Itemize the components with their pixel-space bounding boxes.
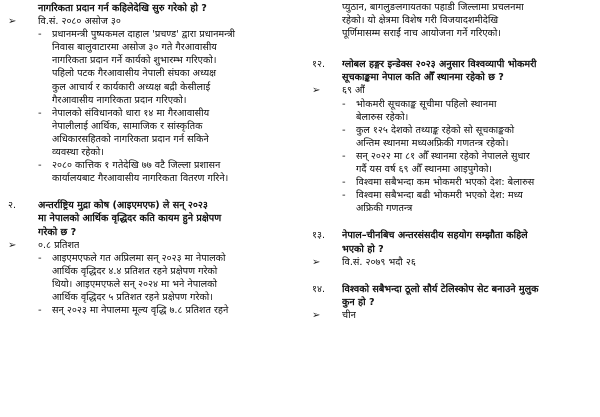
text-line: प्युठान, बागलुङलगायतका पहाडी जिल्लामा प्रचलनमा bbox=[342, 2, 524, 13]
bullet-line: निवास बालुवाटारमा असोज ३० गते गैरआवासीय bbox=[52, 42, 217, 54]
bullet-line: नेपालीलाई आर्थिक, सामाजिक र सांस्कृतिक bbox=[52, 120, 203, 132]
question-number: १४. bbox=[312, 283, 326, 295]
dash-bullet: - bbox=[38, 29, 42, 41]
bullet-item bbox=[8, 159, 291, 185]
right-arrow-icon: ➢ bbox=[312, 256, 321, 268]
bullet-line: प्रधानमन्त्री पुष्पकमल दाहाल 'प्रचण्ड' द्वारा प्रधानमन्त्री bbox=[52, 29, 236, 41]
bullet-item bbox=[8, 252, 291, 304]
dash-bullet: - bbox=[342, 150, 346, 162]
dash-bullet: - bbox=[38, 305, 42, 317]
answer-row bbox=[312, 309, 592, 322]
answer-text: ६९ औँ bbox=[342, 85, 365, 97]
right-arrow-icon: ➢ bbox=[8, 239, 17, 251]
bullet-line: गर्दै यस वर्ष ६९ औँ स्थानमा आइपुगेको। bbox=[356, 164, 493, 176]
dash-bullet: - bbox=[342, 124, 346, 136]
right-arrow-icon: ➢ bbox=[8, 16, 17, 28]
dash-bullet: - bbox=[38, 107, 42, 119]
question-text: कुन हो ? bbox=[342, 296, 375, 308]
text-line: रहेको। यो क्षेत्रमा विशेष गरी विजयादशमीदेखि bbox=[342, 15, 499, 27]
bullet-line: थियो। आइएमएफले सन् २०२४ मा भने नेपालको bbox=[52, 278, 218, 290]
bullet-line: कार्यालयबाट गैरआवासीय नागरिकता वितरण गरिने। bbox=[52, 173, 229, 185]
bullet-line: सन् २०२३ मा नेपालमा मूल्य वृद्धि ७.८ प्रतिशत रहने bbox=[52, 305, 229, 317]
continued-text bbox=[312, 1, 592, 40]
question-number: १३. bbox=[312, 230, 326, 242]
bullet-line: आर्थिक वृद्धिदर ५ प्रतिशत रहने प्रक्षेपण गरेको। bbox=[52, 291, 213, 303]
bullet-line: कुल १२५ देशको तथ्याङ्क रहेको सो सूचकाङ्कको bbox=[356, 124, 515, 136]
dash-bullet: - bbox=[38, 160, 42, 172]
bullet-line: अधिकारसहितको नागरिकता प्रदान गर्न सकिने bbox=[52, 133, 209, 145]
bullet-line: नेपालको संविधानको धारा १४ मा गैरआवासीय bbox=[52, 107, 210, 119]
bullet-line: आर्थिक वृद्धिदर ४.४ प्रतिशत रहने प्रक्षेपण गरेको bbox=[52, 265, 218, 277]
dash-bullet: - bbox=[342, 98, 346, 110]
bullet-line: विश्वमा सबैभन्दा कम भोकमरी भएको देश: बेलारुस bbox=[356, 177, 535, 189]
bullet-line: नागरिकता प्रदान गर्ने कार्यको शुभारम्भ गरिएको। bbox=[52, 55, 217, 67]
answer-text: चीन bbox=[342, 309, 356, 321]
bullet-line: बेलारुस रहेको। bbox=[356, 111, 409, 123]
answer-text: वि.सं. २०८० असोज ३० bbox=[38, 16, 121, 28]
bullet-line: अन्तिम स्थानमा मध्यअफ्रिकी गणतन्त्र रहेको। bbox=[356, 137, 509, 149]
left-column bbox=[8, 0, 291, 317]
bullet-item bbox=[8, 28, 291, 107]
bullet-item bbox=[8, 304, 291, 317]
answer-row bbox=[312, 84, 592, 97]
bullet-line: पहिलो पटक गैरआवासीय नेपाली संघका अध्यक्ष bbox=[52, 68, 217, 80]
bullet-line: सन् २०२२ मा ८१ औँ स्थानमा रहेको नेपालले सुधार bbox=[356, 150, 530, 162]
bullet-item bbox=[312, 98, 592, 124]
bullet-line: व्यवस्था रहेको। bbox=[52, 147, 104, 159]
question-text: सूचकाङ्कमा नेपाल कति औँ स्थानमा रहेको छ ? bbox=[342, 72, 504, 84]
bullet-item bbox=[8, 107, 291, 159]
question-13 bbox=[312, 229, 592, 255]
answer-row bbox=[312, 256, 592, 269]
bullet-line: विश्वमा सबैभन्दा बढी भोकमरी भएको देश: मध्य bbox=[356, 190, 523, 202]
right-column bbox=[312, 0, 592, 322]
bullet-line: अफ्रिकी गणतन्त्र bbox=[356, 203, 413, 215]
right-arrow-icon: ➢ bbox=[312, 309, 321, 321]
bullet-item bbox=[312, 124, 592, 150]
question-number: १२. bbox=[312, 59, 326, 71]
question-text: मा नेपालको आर्थिक वृद्धिदर कति कायम हुने प्रक्षेपण bbox=[38, 213, 222, 225]
dash-bullet: - bbox=[38, 252, 42, 264]
dash-bullet: - bbox=[342, 190, 346, 202]
question-text: नागरिकता प्रदान गर्न कहिलेदेखि सुरु गरेको हो ? bbox=[38, 3, 207, 14]
bullet-line: गैरआवासीय नागरिकता प्रदान गरिएको। bbox=[52, 94, 187, 106]
bullet-line: आइएमएफले गत अप्रिलमा सन् २०२३ मा नेपालको bbox=[52, 252, 226, 264]
bullet-item bbox=[312, 150, 592, 176]
answer-text: वि.सं. २०७९ भदौ २६ bbox=[342, 256, 416, 268]
bullet-line: भोकमरी सूचकाङ्क सूचीमा पहिलो स्थानमा bbox=[356, 98, 497, 110]
text-line: पूर्णिमासम्म सराईं नाच आयोजना गर्ने गरिएको। bbox=[342, 28, 502, 40]
right-arrow-icon: ➢ bbox=[312, 85, 321, 97]
question-number: २. bbox=[8, 200, 17, 212]
question-text: नेपाल–चीनबिच अन्तरसंसदीय सहयोग सम्झौता कहिले bbox=[342, 230, 528, 242]
bullet-item bbox=[312, 176, 592, 189]
answer-text: ०.८ प्रतिशत bbox=[38, 239, 80, 251]
answer-row bbox=[8, 15, 291, 28]
question-12 bbox=[312, 58, 592, 84]
question-14 bbox=[312, 283, 592, 309]
question-text: ग्लोबल हङ्गर इन्डेक्स २०२३ अनुसार विश्वव्यापी भोकमरी bbox=[342, 59, 537, 71]
question-text: विश्वको सबैभन्दा ठूलो सौर्य टेलिस्कोप सेट बनाउने मुलुक bbox=[342, 283, 539, 295]
bullet-item bbox=[312, 189, 592, 215]
answer-row bbox=[8, 239, 291, 252]
question-text: भएको हो ? bbox=[342, 243, 384, 255]
question-text: अन्तर्राष्ट्रिय मुद्रा कोष (आइएमएफ) ले सन् २०२३ bbox=[38, 200, 208, 212]
question-text: गरेको छ ? bbox=[38, 226, 77, 238]
question-2 bbox=[8, 199, 291, 238]
bullet-line: कुल आचार्य र कार्यकारी अध्यक्ष बद्री केसीलाई bbox=[52, 81, 211, 93]
dash-bullet: - bbox=[342, 177, 346, 189]
bullet-line: २०८० कात्तिक १ गतेदेखि ७७ वटै जिल्ला प्रशासन bbox=[52, 160, 221, 172]
